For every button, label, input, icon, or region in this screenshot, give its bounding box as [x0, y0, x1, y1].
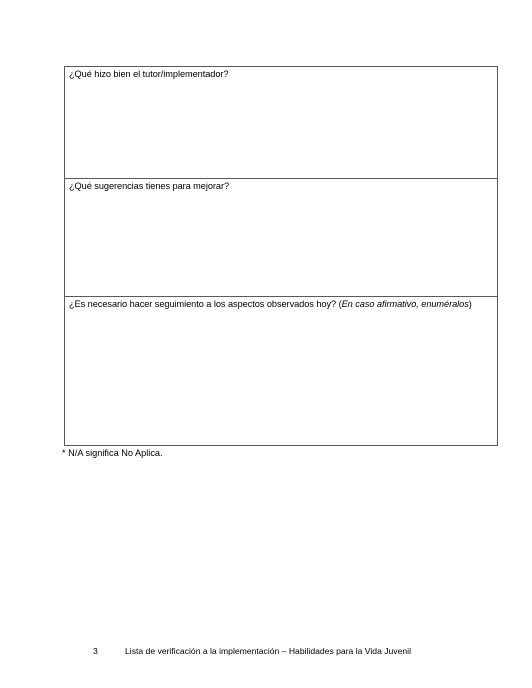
feedback-form-table [64, 66, 498, 446]
footer-title: Lista de verificación a la implementación – Habilidades para la Vida Juvenil [125, 646, 411, 656]
question-label-what-went-well: ¿Qué hizo bien el tutor/implementador? [69, 69, 229, 79]
page-number: 3 [93, 646, 98, 656]
footnote: * N/A significa No Aplica. [62, 448, 163, 458]
question-cell-what-went-well[interactable] [65, 67, 497, 179]
question-label-follow-up [69, 298, 493, 310]
question-cell-follow-up[interactable] [65, 297, 497, 445]
question-cell-suggestions[interactable] [65, 179, 497, 297]
page-footer [0, 644, 532, 658]
question-close-paren: ) [468, 299, 472, 309]
question-label-suggestions: ¿Qué sugerencias tienes para mejorar? [69, 181, 230, 191]
question-text-follow-up: ¿Es necesario hacer seguimiento a los aspectos observados hoy? ( [69, 299, 342, 309]
question-hint-follow-up: En caso afirmativo, enuméralos [341, 299, 469, 309]
